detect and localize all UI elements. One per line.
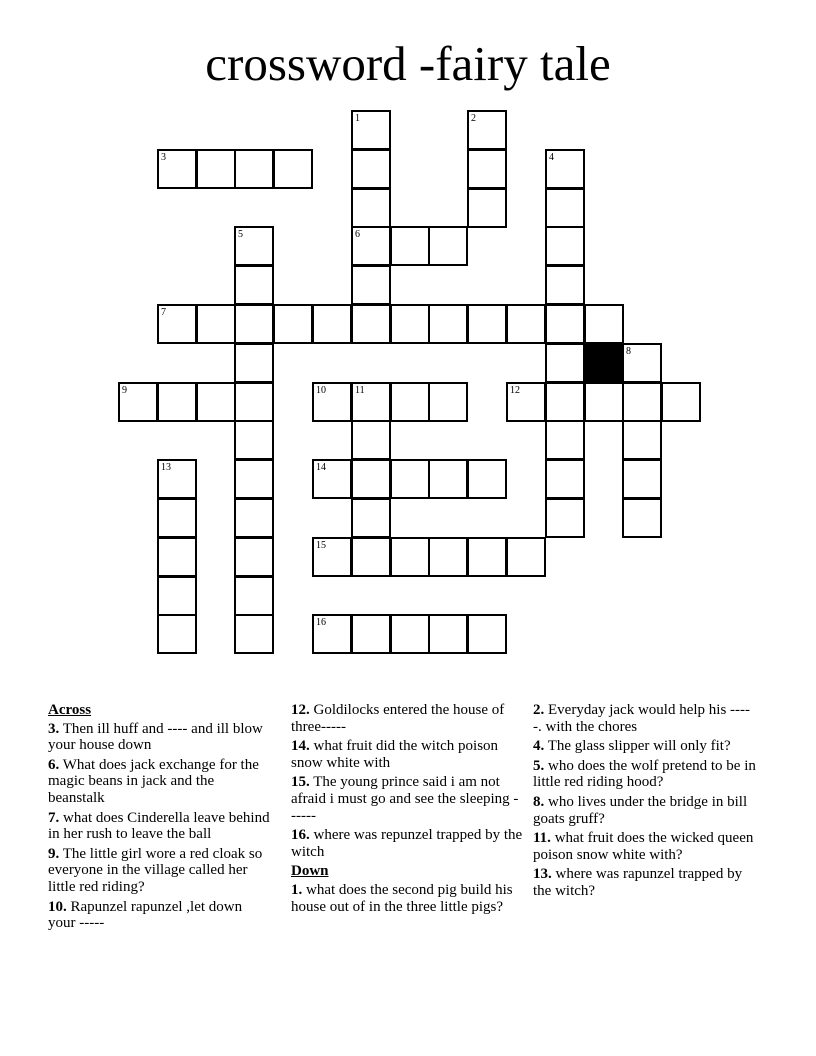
grid-cell[interactable]: [273, 149, 313, 189]
grid-cell[interactable]: [622, 382, 662, 422]
grid-cell[interactable]: [545, 382, 585, 422]
grid-cell[interactable]: [390, 537, 430, 577]
grid-cell[interactable]: [467, 459, 507, 499]
grid-cell[interactable]: [622, 343, 662, 383]
grid-cell[interactable]: [351, 226, 391, 266]
clue-item: [48, 721, 273, 754]
grid-block-cell: [584, 343, 624, 383]
grid-cell[interactable]: [234, 537, 274, 577]
grid-cell[interactable]: [351, 498, 391, 538]
clue-item-number: 16.: [291, 827, 310, 844]
clue-item: [533, 866, 758, 899]
grid-cell[interactable]: [157, 304, 197, 344]
grid-cell[interactable]: [234, 498, 274, 538]
clue-item-text: where was repunzel trapped by the witch: [291, 827, 523, 860]
grid-cell[interactable]: [584, 382, 624, 422]
clue-item: [533, 758, 758, 791]
across-clue-list: [48, 721, 273, 932]
clue-item-number: 8.: [533, 793, 545, 810]
clue-item-number: 1.: [291, 881, 303, 898]
down-heading: Down: [291, 863, 329, 880]
grid-cell[interactable]: [351, 265, 391, 305]
clue-item-text: who does the wolf pretend to be in little red riding hood?: [533, 757, 756, 791]
clue-number: 16: [316, 617, 326, 628]
grid-cell[interactable]: [351, 188, 391, 228]
clue-item-text: Everyday jack would help his -----. with the chores: [533, 702, 751, 735]
clue-number: 13: [161, 462, 171, 473]
clue-item-number: 6.: [48, 756, 60, 773]
grid-cell[interactable]: [390, 459, 430, 499]
clue-item-number: 15.: [291, 774, 310, 791]
clue-number: 4: [549, 152, 554, 163]
clue-item-number: 5.: [533, 757, 545, 774]
grid-cell[interactable]: [234, 420, 274, 460]
grid-cell[interactable]: [622, 420, 662, 460]
clue-item: [291, 702, 523, 735]
grid-cell[interactable]: [234, 459, 274, 499]
clue-item-text: The glass slipper will only fit?: [544, 738, 731, 755]
clue-number: 8: [626, 346, 631, 357]
grid-cell[interactable]: [351, 614, 391, 654]
grid-cell[interactable]: [467, 304, 507, 344]
grid-cell[interactable]: [351, 459, 391, 499]
grid-cell[interactable]: [234, 149, 274, 189]
clue-item-number: 9.: [48, 845, 60, 862]
grid-cell[interactable]: [545, 265, 585, 305]
grid-cell[interactable]: [390, 614, 430, 654]
grid-cell[interactable]: [157, 498, 197, 538]
grid-cell[interactable]: [622, 498, 662, 538]
grid-cell[interactable]: [312, 382, 352, 422]
grid-cell[interactable]: [545, 304, 585, 344]
grid-cell[interactable]: [312, 537, 352, 577]
clue-number: 6: [355, 229, 360, 240]
grid-cell[interactable]: [545, 459, 585, 499]
grid-cell[interactable]: [390, 382, 430, 422]
grid-cell[interactable]: [506, 382, 546, 422]
grid-cell[interactable]: [506, 304, 546, 344]
grid-cell[interactable]: [467, 149, 507, 189]
grid-cell[interactable]: [545, 188, 585, 228]
page-title: crossword -fairy tale: [205, 36, 611, 91]
clue-number: 2: [471, 113, 476, 124]
clue-number: 15: [316, 540, 326, 551]
clue-number: 12: [510, 385, 520, 396]
clue-item: [291, 738, 523, 771]
clue-item: [48, 757, 273, 807]
grid-cell[interactable]: [351, 304, 391, 344]
clue-item-number: 3.: [48, 720, 60, 737]
grid-cell[interactable]: [390, 304, 430, 344]
grid-cell[interactable]: [234, 382, 274, 422]
grid-cell[interactable]: [428, 304, 468, 344]
grid-cell[interactable]: [234, 226, 274, 266]
clue-item-number: 4.: [533, 738, 545, 755]
clue-item-text: what fruit did the witch poison snow white with: [291, 738, 499, 771]
clue-item: [291, 882, 523, 915]
grid-cell[interactable]: [157, 382, 197, 422]
clue-item-number: 2.: [533, 702, 545, 718]
clue-item-text: The little girl wore a red cloak so everyone in the village called her little red riding?: [48, 845, 263, 895]
grid-cell[interactable]: [467, 188, 507, 228]
grid-cell[interactable]: [545, 420, 585, 460]
grid-cell[interactable]: [506, 537, 546, 577]
grid-cell[interactable]: [428, 537, 468, 577]
down-clue-list: [291, 882, 523, 915]
grid-cell[interactable]: [234, 614, 274, 654]
grid-cell[interactable]: [390, 226, 430, 266]
clue-number: 5: [238, 229, 243, 240]
grid-cell[interactable]: [157, 149, 197, 189]
grid-cell[interactable]: [545, 226, 585, 266]
clue-item: [48, 810, 273, 843]
grid-cell[interactable]: [622, 459, 662, 499]
grid-cell[interactable]: [118, 382, 158, 422]
clue-number: 1: [355, 113, 360, 124]
clues-column-2: [291, 702, 523, 918]
clues-column-1: [48, 702, 273, 935]
grid-cell[interactable]: [467, 110, 507, 150]
clue-item-text: what does the second pig build his house out of in the three little pigs?: [291, 881, 513, 915]
clue-item: [533, 830, 758, 863]
down-clue-list-continued: [533, 702, 758, 900]
grid-cell[interactable]: [467, 614, 507, 654]
grid-cell[interactable]: [545, 343, 585, 383]
grid-cell[interactable]: [351, 382, 391, 422]
grid-cell[interactable]: [234, 343, 274, 383]
grid-cell[interactable]: [428, 614, 468, 654]
clue-item-number: 14.: [291, 738, 310, 755]
clue-item: [291, 827, 523, 860]
grid-cell[interactable]: [584, 304, 624, 344]
grid-cell[interactable]: [273, 304, 313, 344]
grid-cell[interactable]: [157, 614, 197, 654]
clue-item-number: 7.: [48, 809, 60, 826]
clue-item-text: what does Cinderella leave behind in her rush to leave the ball: [48, 809, 270, 843]
clue-item-text: Rapunzel rapunzel ,let down your -----: [48, 898, 243, 932]
clue-item-text: Then ill huff and ---- and ill blow your house down: [48, 720, 263, 754]
clues-column-3: [533, 702, 758, 903]
clue-item-number: 13.: [533, 866, 552, 883]
grid-cell[interactable]: [351, 110, 391, 150]
clue-item-text: where was rapunzel trapped by the witch?: [533, 866, 743, 899]
clue-number: 7: [161, 307, 166, 318]
clue-item-text: What does jack exchange for the magic beans in jack and the beanstalk: [48, 756, 259, 806]
grid-cell[interactable]: [312, 304, 352, 344]
clue-item-text: Goldilocks entered the house of three-----: [291, 702, 505, 735]
clue-item: [533, 738, 758, 755]
clue-item-text: who lives under the bridge in bill goats gruff?: [533, 793, 748, 827]
clue-number: 3: [161, 152, 166, 163]
grid-cell[interactable]: [545, 149, 585, 189]
across-heading: Across: [48, 702, 92, 718]
grid-cell[interactable]: [351, 420, 391, 460]
grid-cell[interactable]: [428, 226, 468, 266]
grid-cell[interactable]: [351, 537, 391, 577]
grid-cell[interactable]: [312, 459, 352, 499]
grid-cell[interactable]: [157, 576, 197, 616]
clue-number: 14: [316, 462, 326, 473]
grid-cell[interactable]: [351, 149, 391, 189]
clue-item: [533, 794, 758, 827]
grid-cell[interactable]: [312, 614, 352, 654]
grid-cell[interactable]: [196, 149, 236, 189]
clue-number: 10: [316, 385, 326, 396]
clue-item-number: 10.: [48, 898, 67, 915]
grid-cell[interactable]: [428, 382, 468, 422]
clue-item: [533, 702, 758, 735]
clue-item-text: The young prince said i am not afraid i must go and see the sleeping ------: [291, 774, 519, 824]
clue-number: 9: [122, 385, 127, 396]
clue-item-number: 12.: [291, 702, 310, 718]
grid-cell[interactable]: [157, 537, 197, 577]
clue-item-number: 11.: [533, 830, 551, 847]
grid-cell[interactable]: [234, 265, 274, 305]
across-clue-list-continued: [291, 702, 523, 860]
clue-item-text: what fruit does the wicked queen poison snow white with?: [533, 830, 754, 863]
clue-item: [48, 899, 273, 932]
grid-cell[interactable]: [157, 459, 197, 499]
grid-cell[interactable]: [196, 304, 236, 344]
grid-cell[interactable]: [467, 537, 507, 577]
grid-cell[interactable]: [428, 459, 468, 499]
grid-cell[interactable]: [234, 576, 274, 616]
grid-cell[interactable]: [234, 304, 274, 344]
grid-cell[interactable]: [545, 498, 585, 538]
grid-cell[interactable]: [661, 382, 701, 422]
grid-cell[interactable]: [196, 382, 236, 422]
clue-item: [48, 846, 273, 896]
clue-item: [291, 774, 523, 824]
clue-number: 11: [355, 385, 365, 396]
